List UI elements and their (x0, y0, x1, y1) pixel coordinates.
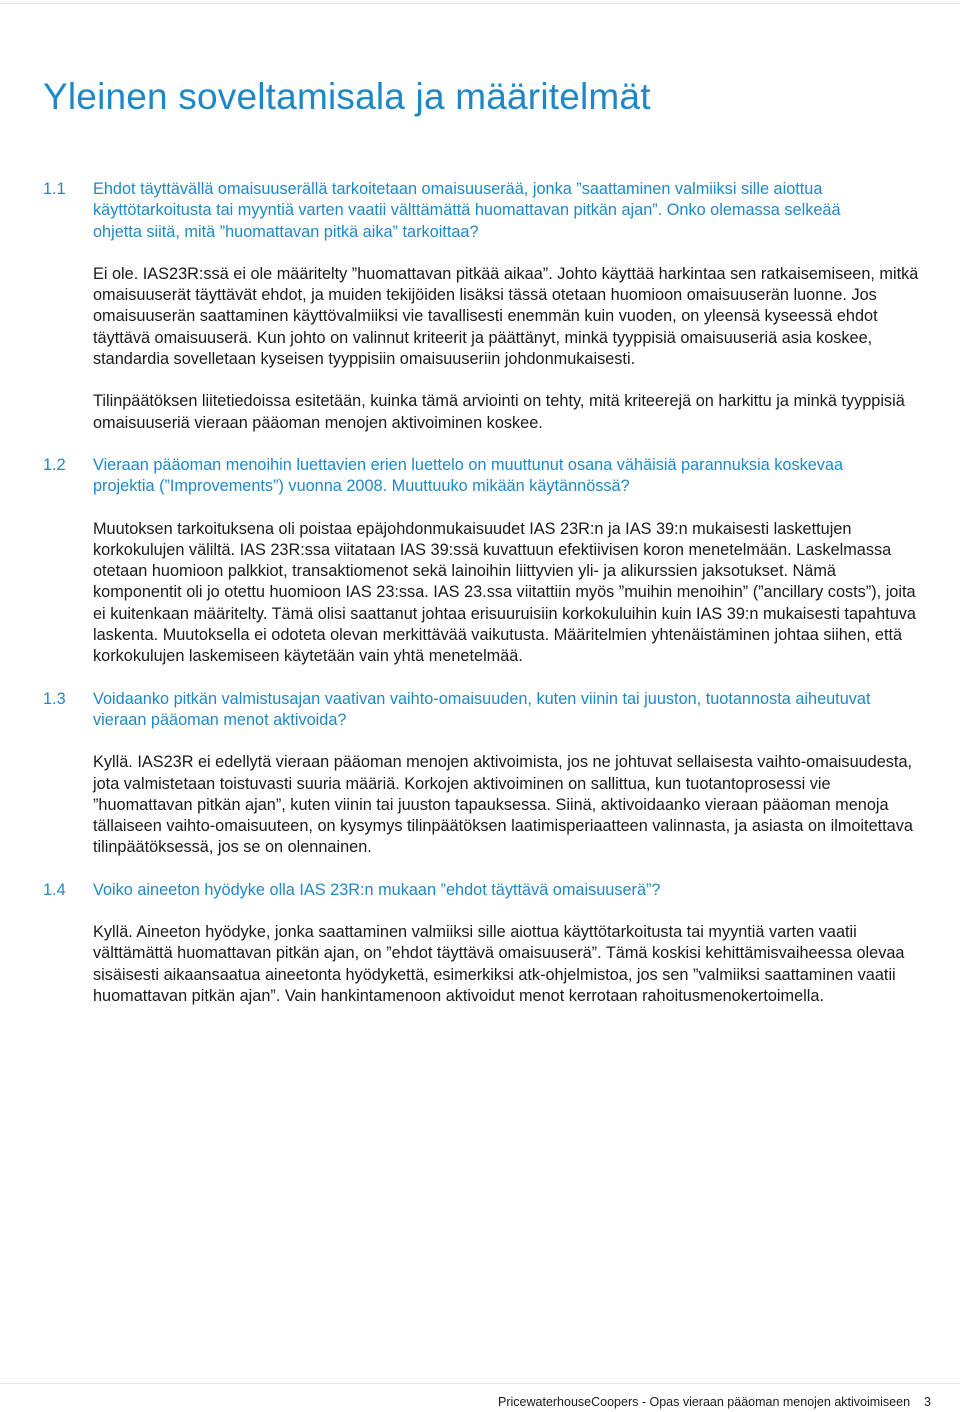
question-number: 1.3 (43, 689, 66, 708)
footer-text: PricewaterhouseCoopers - Opas vieraan pääoman menojen aktivoimiseen (498, 1395, 911, 1409)
page-title: Yleinen soveltamisala ja määritelmät (43, 76, 651, 117)
question-text: Ehdot täyttävällä omaisuuserällä tarkoitetaan omaisuuserää, jonka ”saattaminen valmiiksi sille aiottua käyttötarkoitusta tai myyntiä varten vaatii välttämättä huomattavan pitkän ajan”. Onko olemassa selkeää ohjetta siitä, mitä ”huomattavan pitkä aika” tarkoittaa? (93, 180, 841, 241)
qa-section-1-2 (0, 455, 960, 668)
page-number: 3 (924, 1395, 931, 1409)
answer-paragraph: Muutoksen tarkoituksena oli poistaa epäjohdonmukaisuudet IAS 23R:n ja IAS 39:n mukaisesti laskettujen korkokulujen väliltä. IAS 23R:ssa viitataan IAS 39:ssä kuvattuun efektiivisen koron menetelmään. Laskelmassa otetaan huomioon palkkiot, transaktiomenot sekä lainoihin liittyvien yli- ja alikurssien jaksotukset. Nämä komponentit oli jo otettu huomioon IAS 23:ssa. IAS 23.ssa viitattiin myös ”muihin menoihin” (”ancillary costs”), joita ei kuitenkaan määritelty. Tämä olisi saattanut johtaa erisuuruisiin korkokuluihin kuin IAS 39:n mukaisesti tapahtuva laskenta. Muutoksella ei odoteta olevan merkittävää vaikutusta. Määritelmien yhtenäistäminen johtaa siihen, että korkokulujen laskemiseen käytetään vain yhtä menetelmää. (93, 519, 916, 666)
question-text: Voidaanko pitkän valmistusajan vaativan vaihto-omaisuuden, kuten viinin tai juuston, tuotannosta aiheutuvat vieraan pääoman menot aktivoida? (93, 689, 871, 729)
qa-section-1-3 (0, 689, 960, 859)
top-divider (0, 3, 960, 4)
answer-paragraph: Kyllä. IAS23R ei edellytä vieraan pääoman menojen aktivoimista, jos ne johtuvat sellaisesta vaihto-omaisuudesta, jota valmistetaan toistuvasti suuria määriä. Korkojen aktivoiminen on sallittua, kun tuotantoprosessi vie ”huomattavan pitkän ajan”, kuten viinin tai juuston tapauksessa. Siinä, aktivoidaanko vieraan pääoman menoja tällaiseen vaihto-omaisuuteen, on kysymys tilinpäätöksen laatimisperiaatteen valinnasta, ja asiasta on ilmoitettava tilinpäätöksessä, jos se on olennainen. (93, 753, 913, 857)
question-number: 1.4 (43, 880, 66, 899)
answer-paragraph: Tilinpäätöksen liitetiedoissa esitetään, kuinka tämä arviointi on tehty, mitä kriteerejä on harkittu ja minkä tyyppisiä omaisuuseriä vieraan pääoman menojen aktivoiminen koskee. (93, 392, 905, 432)
qa-section-1-1 (0, 179, 960, 434)
question-text: Vieraan pääoman menoihin luettavien erien luettelo on muuttunut osana vähäisiä parannuksia koskevaa projektia (”Improvements”) vuonna 2008. Muuttuuko mikään käytännössä? (93, 455, 844, 496)
answer-paragraph: Ei ole. IAS23R:ssä ei ole määritelty ”huomattavan pitkää aikaa”. Johto käyttää harkintaa sen ratkaisemiseen, mitkä omaisuuserät täyttävät ehdot, ja muiden tekijöiden lisäksi tässä otetaan huomioon omaisuuserän luonne. Jos omaisuuserän saattaminen käyttövalmiiksi vie tavallisesti enemmän kuin vuoden, on yleensä kyseessä ehdot täyttävä omaisuuserä. Kun johto on valinnut kriteerit ja päättänyt, minkä tyyppisiä omaisuuseriä asia koskee, standardia sovelletaan kyseisen tyyppisiin omaisuuseriin johdonmukaisesti. (93, 264, 919, 369)
question-number: 1.1 (43, 180, 66, 198)
qa-section-1-4 (0, 880, 960, 1007)
footer-divider (0, 1383, 960, 1384)
question-number: 1.2 (43, 455, 66, 474)
qa-content (0, 179, 960, 1007)
page-footer (498, 1395, 931, 1409)
answer-paragraph: Kyllä. Aineeton hyödyke, jonka saattaminen valmiiksi sille aiottua käyttötarkoitusta tai myyntiä varten vaatii välttämättä huomattavan pitkän ajan, on ”ehdot täyttävä omaisuuserä”. Tämä koskisi kehittämisvaiheessa olevaa sisäisesti aikaansaatua aineetonta hyödykettä, esimerkiksi atk-ohjelmistoa, jos sen ”valmiiksi saattaminen vaatii huomattavan pitkän ajan”. Vain hankintamenoon aktivoidut menot kerrotaan rahoitusmenokertoimella. (93, 923, 905, 1005)
question-text: Voiko aineeton hyödyke olla IAS 23R:n mukaan ”ehdot täyttävä omaisuuserä”? (93, 880, 661, 899)
